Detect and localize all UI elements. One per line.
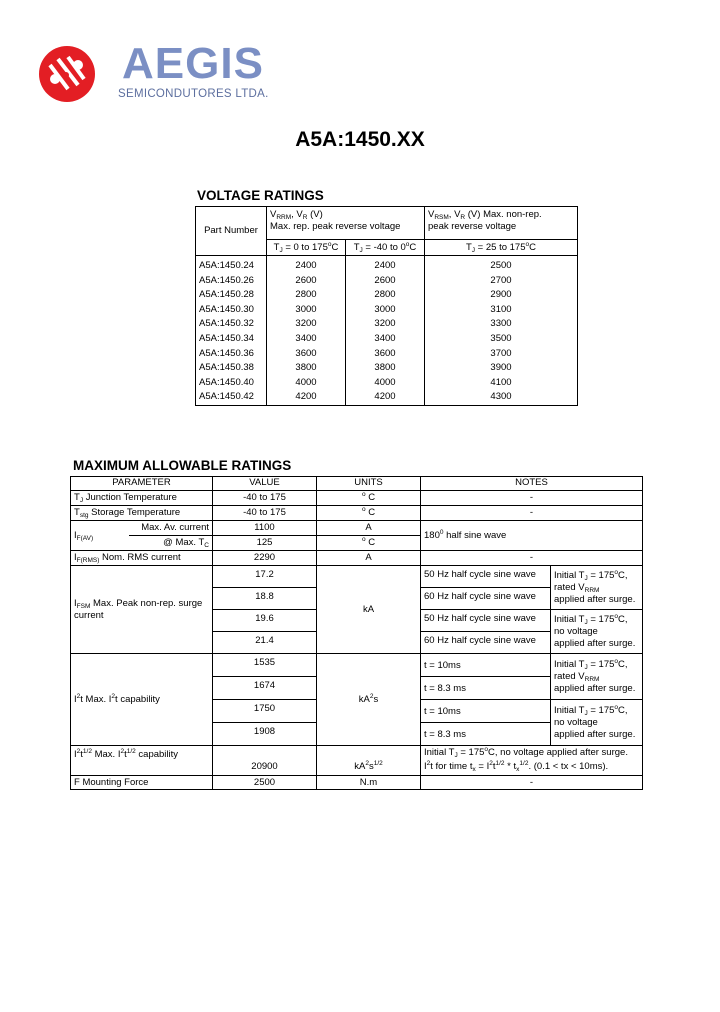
list-item: 3000 (374, 303, 396, 315)
list-item: A5A:1450.28 (199, 289, 254, 301)
list-item: 3300 (490, 318, 512, 330)
list-item: 3900 (490, 362, 512, 374)
list-item: 4000 (374, 376, 396, 388)
list-item: 2600 (374, 274, 396, 286)
units-header: UNITS (317, 477, 421, 491)
max-ratings-table (70, 476, 643, 790)
table-row: $T_{stg}$ Storage Temperature -40 to 175 $^o$ C - (71, 506, 643, 521)
list-item: A5A:1450.30 (199, 303, 254, 315)
list-item: 2800 (295, 289, 317, 301)
list-item: A5A:1450.40 (199, 376, 254, 388)
list-item: 3200 (374, 318, 396, 330)
cond-hot: $T_J = 0$ to 175$^o$C (267, 240, 346, 256)
list-item: 3800 (295, 362, 317, 374)
table-row: $I^2t$ Max. $I^2t$ capability 1535 $kA^2s$ t = 10ms Initial $T_J = 175^oC$, rated $V_{RRM}$ applied after surge. (71, 654, 643, 677)
table-row: $I_{F(RMS)}$ Nom. RMS current 2290 A - (71, 551, 643, 566)
list-item: 3400 (374, 332, 396, 344)
list-item: 4100 (490, 376, 512, 388)
list-item: 2700 (490, 274, 512, 286)
table-row: 18.8 60 Hz half cycle sine wave (71, 588, 643, 610)
list-item: 3800 (374, 362, 396, 374)
list-item: 2500 (490, 260, 512, 271)
param-header: PARAMETER (71, 477, 213, 491)
aegis-logo-icon (38, 45, 96, 103)
vrsm-list (425, 256, 578, 406)
list-item: 3600 (295, 347, 317, 359)
table-row: 1750 t = 10ms Initial $T_J = 175^oC$, no voltage applied after surge. (71, 700, 643, 723)
list-item: A5A:1450.36 (199, 347, 254, 359)
list-item: A5A:1450.24 (199, 260, 254, 271)
list-item: A5A:1450.42 (199, 391, 254, 403)
list-item: 2400 (295, 260, 317, 271)
list-item: 4300 (490, 391, 512, 403)
list-item: 2900 (490, 289, 512, 301)
part-number-header: Part Number (196, 207, 267, 256)
table-row: F Mounting Force 2500 N.m - (71, 776, 643, 790)
table-row: 19.6 50 Hz half cycle sine wave Initial $T_J = 175^oC$, no voltage applied after surge. (71, 610, 643, 632)
list-item: 3700 (490, 347, 512, 359)
list-item: A5A:1450.34 (199, 332, 254, 344)
table-row: 1674 t = 8.3 ms (71, 677, 643, 700)
document-title: A5A:1450.XX (295, 128, 425, 151)
list-item: A5A:1450.38 (199, 362, 254, 374)
list-item: 2600 (295, 274, 317, 286)
list-item: 4200 (374, 391, 396, 403)
brand-subtitle: SEMICONDUTORES LTDA. (118, 88, 269, 100)
vrsm-header: $V_{RSM}$, $V_R$ (V) Max. non-rep. peak reverse voltage (425, 207, 578, 240)
table-row: $I_{FSM}$ Max. Peak non-rep. surge current 17.2 kA 50 Hz half cycle sine wave Initial $T_J = 175^oC$, rated $V_{RRM}$ applied after surge. (71, 566, 643, 588)
list-item: 3000 (295, 303, 317, 315)
max-ratings-title: MAXIMUM ALLOWABLE RATINGS (73, 458, 292, 473)
list-item: 3100 (490, 303, 512, 315)
list-item: A5A:1450.26 (199, 274, 254, 286)
table-row: 1908 t = 8.3 ms (71, 723, 643, 746)
table-row: $T_J$ Junction Temperature -40 to 175 $^o$ C - (71, 491, 643, 506)
part-list (196, 256, 267, 406)
list-item: A5A:1450.32 (199, 318, 254, 330)
vrrm-hot-list (267, 256, 346, 406)
table-row: @ Max. $T_C$ 125 $^o$ C (71, 536, 643, 551)
table-row: $I^2t^{1/2}$ Max. $I^2t^{1/2}$ capability 20900 $kA^2s^{1/2}$ Initial $T_J = 175^oC$, no voltage applied after surge. $I^2t$ for time $t_x = I^2t^{1/2} * t_x^{1/2}$. (0.1 < tx < 10ms). (71, 746, 643, 776)
list-item: 3200 (295, 318, 317, 330)
table-row: 21.4 60 Hz half cycle sine wave (71, 632, 643, 654)
table-row: $I_{F(AV)}$ Max. Av. current 1100 A $180^0$ half sine wave (71, 521, 643, 536)
list-item: 3400 (295, 332, 317, 344)
vrrm-cold-list (346, 256, 425, 406)
voltage-ratings-title: VOLTAGE RATINGS (197, 188, 324, 203)
vrrm-header: $V_{RRM}$, $V_R$ (V) Max. rep. peak reverse voltage (267, 207, 425, 240)
value-header: VALUE (213, 477, 317, 491)
cond-cold: $T_J = -40$ to 0$^o$C (346, 240, 425, 256)
list-item: 3500 (490, 332, 512, 344)
list-item: 2800 (374, 289, 396, 301)
notes-header: NOTES (421, 477, 643, 491)
list-item: 3600 (374, 347, 396, 359)
list-item: 2400 (374, 260, 396, 271)
brand-name: AEGIS (122, 39, 264, 88)
voltage-ratings-table (195, 206, 578, 406)
list-item: 4200 (295, 391, 317, 403)
list-item: 4000 (295, 376, 317, 388)
cond-vrsm: $T_J = 25$ to 175$^o$C (425, 240, 578, 256)
